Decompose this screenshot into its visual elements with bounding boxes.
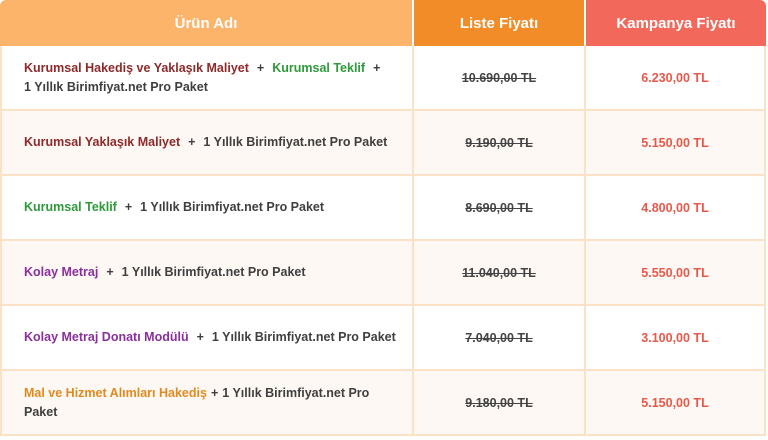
plus-sign: + [256, 60, 265, 75]
product-name-cell [0, 306, 414, 369]
product-name-cell [0, 176, 414, 239]
list-price-cell: 8.690,00 TL [414, 176, 586, 239]
product-name-cell [0, 371, 414, 434]
list-price-cell: 10.690,00 TL [414, 46, 586, 109]
header-product-name: Ürün Adı [0, 0, 414, 46]
campaign-price-cell: 4.800,00 TL [586, 176, 766, 239]
table-row [0, 176, 766, 241]
product-description [24, 384, 398, 422]
product-description [24, 263, 306, 282]
campaign-price-cell: 5.150,00 TL [586, 371, 766, 434]
table-row [0, 306, 766, 371]
list-price-cell: 9.190,00 TL [414, 111, 586, 174]
product-part: 1 Yıllık Birimfiyat.net Pro Paket [211, 330, 396, 344]
list-price-cell: 11.040,00 TL [414, 241, 586, 304]
product-description [24, 328, 396, 347]
plus-sign: + [188, 135, 196, 149]
plus-sign: + [210, 385, 219, 400]
product-part: Kurumsal Teklif [24, 200, 117, 214]
product-part: Kolay Metraj Donatı Modülü [24, 330, 189, 344]
product-part: 1 Yıllık Birimfiyat.net Pro Paket [203, 135, 388, 149]
product-part: Kurumsal Hakediş ve Yaklaşık Maliyet [24, 60, 249, 75]
campaign-price-cell: 5.150,00 TL [586, 111, 766, 174]
table-header [0, 0, 766, 46]
plus-sign: + [106, 265, 114, 279]
product-description [24, 133, 387, 152]
table-body [0, 46, 766, 436]
product-part: Kurumsal Teklif [272, 60, 366, 75]
product-part: Kolay Metraj [24, 265, 99, 279]
product-part: 1 Yıllık Birimfiyat.net Pro Paket [24, 79, 208, 94]
table-row [0, 111, 766, 176]
table-row [0, 371, 766, 436]
header-campaign-price: Kampanya Fiyatı [586, 0, 766, 46]
header-list-price: Liste Fiyatı [414, 0, 586, 46]
product-part: 1 Yıllık Birimfiyat.net Pro Paket [121, 265, 306, 279]
product-name-cell [0, 241, 414, 304]
plus-sign: + [196, 330, 204, 344]
product-name-cell [0, 111, 414, 174]
product-part: Kurumsal Yaklaşık Maliyet [24, 135, 181, 149]
product-part: Mal ve Hizmet Alımları Hakediş [24, 385, 207, 400]
product-part: 1 Yıllık Birimfiyat.net Pro Paket [24, 385, 370, 419]
campaign-price-cell: 3.100,00 TL [586, 306, 766, 369]
campaign-price-cell: 5.550,00 TL [586, 241, 766, 304]
plus-sign: + [373, 60, 381, 75]
list-price-cell: 9.180,00 TL [414, 371, 586, 434]
product-name-cell [0, 46, 414, 109]
plus-sign: + [124, 200, 133, 214]
table-row [0, 46, 766, 111]
table-row [0, 241, 766, 306]
list-price-cell: 7.040,00 TL [414, 306, 586, 369]
product-part: 1 Yıllık Birimfiyat.net Pro Paket [140, 200, 325, 214]
campaign-price-cell: 6.230,00 TL [586, 46, 766, 109]
product-description [24, 59, 388, 97]
product-description [24, 198, 324, 217]
